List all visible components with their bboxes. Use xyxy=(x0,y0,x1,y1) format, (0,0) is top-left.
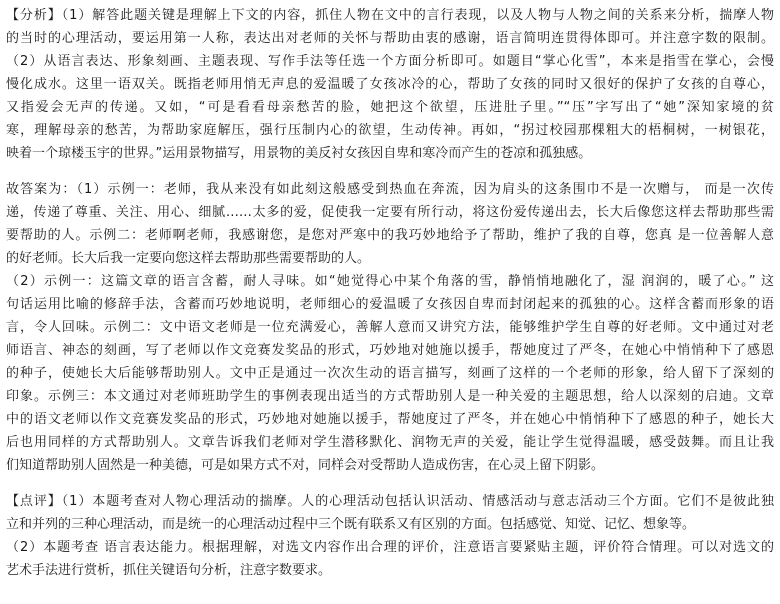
answer-line: 句话运用比喻的修辞手法，含蓄而巧妙地说明，老师细心的爱温暖了女孩因自卑而封闭起来的孤独的心。这样含蓄而形象的语 xyxy=(6,297,774,312)
comment-section xyxy=(6,490,774,582)
section-gap xyxy=(6,165,774,178)
analysis-line: 又指爱会无声的传递。又如，“可是看看母亲愁苦的脸，她把这个欲望，压进肚子里。”“压”字写出了“她”深知家境的贫 xyxy=(6,100,774,115)
comment-line: 艺术手法进行赏析，抓住关键语句分析，注意字数要求。 xyxy=(6,563,332,578)
answer-line: 要帮助的人。示例二：老师啊老师，我感谢您，是您对严寒中的我巧妙地给予了帮助，维护了我的自尊，您真 是一位善解人意 xyxy=(6,228,774,243)
answer-line: 们知道帮助别人固然是一种美德，可是如果方式不对，同样会对受帮助人造成伤害，在心灵上留下阴影。 xyxy=(6,458,605,473)
analysis-line: 映着一个琼楼玉宇的世界。”运用景物描写，用景物的美反衬女孩因自卑和寒冷而产生的苍凉和孤独感。 xyxy=(6,146,592,161)
answer-section xyxy=(6,178,774,477)
comment-line: （2）本题考查 语言表达能力。根据理解，对选文内容作出合理的评价，注意语言要紧贴主题，评价符合情理。可以对选文的 xyxy=(6,540,774,555)
analysis-line: 慢化成水。这里一语双关。既指老师用悄无声息的爱温暖了女孩冰冷的心，帮助了女孩的同时又很好的保护了女孩的自尊心， xyxy=(6,77,774,92)
analysis-line: 寒，理解母亲的愁苦，为帮助家庭解压，强行压制内心的欲望，生动传神。再如，“拐过校园那棵粗大的梧桐树，一树银花， xyxy=(6,123,774,138)
answer-line: 中的语文老师以作文竞赛发奖品的形式，巧妙地对她施以援手，帮她度过了严冬，并在她心中悄悄种下了感恩的种子，她长大 xyxy=(6,412,774,427)
analysis-section xyxy=(6,4,774,165)
analysis-line: 【分析】（1）解答此题关键是理解上下文的内容，抓住人物在文中的言行表现，以及人物与人物之间的关系来分析，揣摩人物 xyxy=(6,8,774,23)
answer-line: 师语言、神态的刻画，写了老师以作文竞赛发奖品的形式，巧妙地对她施以援手，帮她度过了严冬，在她心中悄悄种下了感恩 xyxy=(6,343,774,358)
comment-line: 【点评】（1）本题考查对人物心理活动的揣摩。人的心理活动包括认识活动、情感活动与意志活动三个方面。它们不是彼此独 xyxy=(6,494,774,509)
answer-line: （2）示例一：这篇文章的语言含蓄，耐人寻味。如“她觉得心中某个角落的雪，静悄悄地融化了，湿 润润的，暖了心。” 这 xyxy=(6,274,774,289)
answer-line: 印象。示例三：本文通过对老师班助学生的事例表现出适当的方式帮助别人是一种关爱的主题思想，给人以深刻的启迪。文章 xyxy=(6,389,774,404)
answer-line: 的种子，使她长大后能够帮助别人。文中正是通过一次次生动的语言描写，刻画了这样的一个老师的形象，给人留下了深刻的 xyxy=(6,366,774,381)
answer-line: 言，令人回味。示例二：文中语文老师是一位充满爱心，善解人意而又讲究方法，能够维护学生自尊的好老师。文中通过对老 xyxy=(6,320,774,335)
section-gap xyxy=(6,477,774,490)
analysis-line: （2）从语言表达、形象刻画、主题表现、写作手法等任选一个方面分析即可。如题目“掌心化雪”，本来是指雪在掌心，会慢 xyxy=(6,54,774,69)
answer-line: 的好老师。长大后我一定要向您这样去帮助那些需要帮助的人。 xyxy=(6,251,371,266)
answer-line: 递，传递了尊重、关注、用心、细腻……太多的爱，促使我一定要有所行动，将这份爱传递出去，长大后像您这样去帮助那些需 xyxy=(6,205,774,220)
analysis-line: 的当时的心理活动，要运用第一人称，表达出对老师的关怀与帮助由衷的感谢，语言简明连贯得体即可。并注意字数的限制。 xyxy=(6,31,774,46)
answer-line: 故答案为：（1）示例一：老师，我从来没有如此刻这般感受到热血在奔流，因为肩头的这条围巾不是一次赠与， 而是一次传 xyxy=(6,182,774,197)
comment-line: 立和并列的三种心理活动，而是统一的心理活动过程中三个既有联系又有区别的方面。包括感觉、知觉、记忆、想象等。 xyxy=(6,517,696,532)
answer-line: 后也用同样的方式帮助别人。文章告诉我们老师对学生潜移默化、润物无声的关爱，能让学生觉得温暖，感受鼓舞。而且让我 xyxy=(6,435,774,450)
